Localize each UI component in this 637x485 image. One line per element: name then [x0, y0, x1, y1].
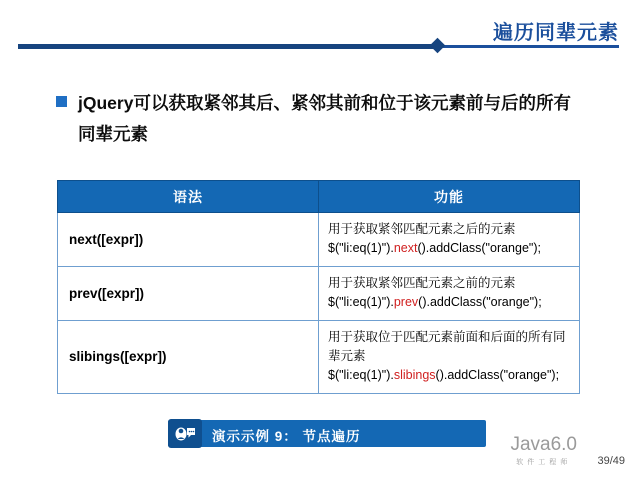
description-code — [328, 239, 570, 258]
column-header-syntax: 语法 — [58, 181, 319, 213]
cell-syntax: next([expr]) — [58, 213, 319, 267]
description-text: 用于获取位于匹配元素前面和后面的所有同辈元素 — [328, 329, 566, 363]
description-text: 用于获取紧邻匹配元素之后的元素 — [328, 222, 516, 236]
header-diamond-icon — [430, 38, 446, 54]
code-suffix: ().addClass("orange"); — [418, 295, 542, 310]
description-code — [328, 366, 570, 385]
brand-subtitle: 软件工程师 — [516, 459, 572, 466]
cell-syntax: slibings([expr]) — [58, 320, 319, 393]
brand-logo — [510, 434, 577, 467]
description-code — [328, 293, 570, 312]
code-keyword: next — [393, 241, 418, 256]
code-prefix: $("li:eq(1)"). — [328, 241, 394, 256]
cell-description — [319, 320, 580, 393]
demo-label: 演示示例 9： 节点遍历 — [212, 429, 361, 444]
description-text: 用于获取紧邻匹配元素之前的元素 — [328, 275, 516, 290]
code-prefix: $("li:eq(1)"). — [328, 368, 394, 383]
code-keyword: slibings — [393, 368, 436, 383]
table-row — [58, 266, 580, 320]
table-header-row — [58, 181, 580, 213]
presenter-icon — [168, 419, 202, 448]
header-rule-accent — [18, 44, 438, 49]
presenter-icon-svg — [174, 424, 196, 444]
page-title: 遍历同辈元素 — [493, 22, 619, 44]
code-prefix: $("li:eq(1)"). — [328, 295, 394, 310]
demo-banner — [168, 420, 486, 447]
cell-description — [319, 266, 580, 320]
slide-header — [0, 0, 637, 56]
code-suffix: ().addClass("orange"); — [435, 368, 560, 383]
syntax-table — [57, 180, 580, 394]
page-number: 39/49 — [597, 455, 625, 467]
column-header-function: 功能 — [319, 181, 580, 213]
cell-description — [319, 213, 580, 267]
bullet-text: jQuery可以获取紧邻其后、紧邻其前和位于该元素前与后的所有同辈元素 — [78, 93, 571, 144]
brand-name: Java6.0 — [510, 434, 577, 455]
code-keyword: prev — [393, 295, 419, 310]
bullet-block — [56, 88, 576, 149]
cell-syntax: prev([expr]) — [58, 266, 319, 320]
table-row — [58, 213, 580, 267]
table-row — [58, 320, 580, 393]
bullet-square-icon — [56, 96, 67, 107]
code-suffix: ().addClass("orange"); — [417, 241, 541, 256]
